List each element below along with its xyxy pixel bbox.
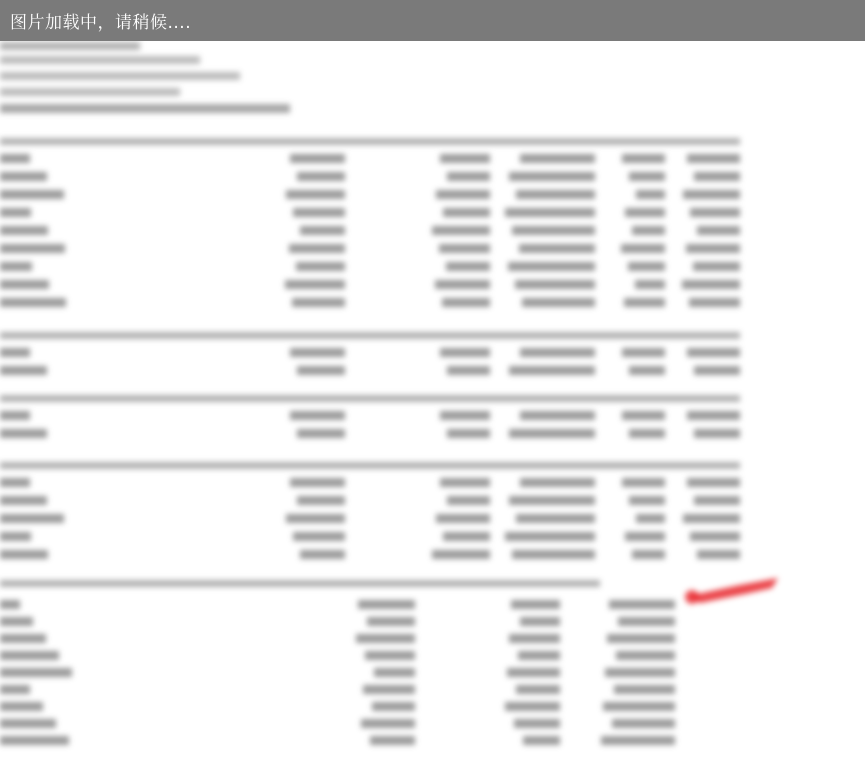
loading-message: 图片加载中，请稍候.... (10, 13, 192, 33)
red-arrow-mark-icon (685, 578, 778, 604)
loading-status-bar (0, 0, 865, 41)
